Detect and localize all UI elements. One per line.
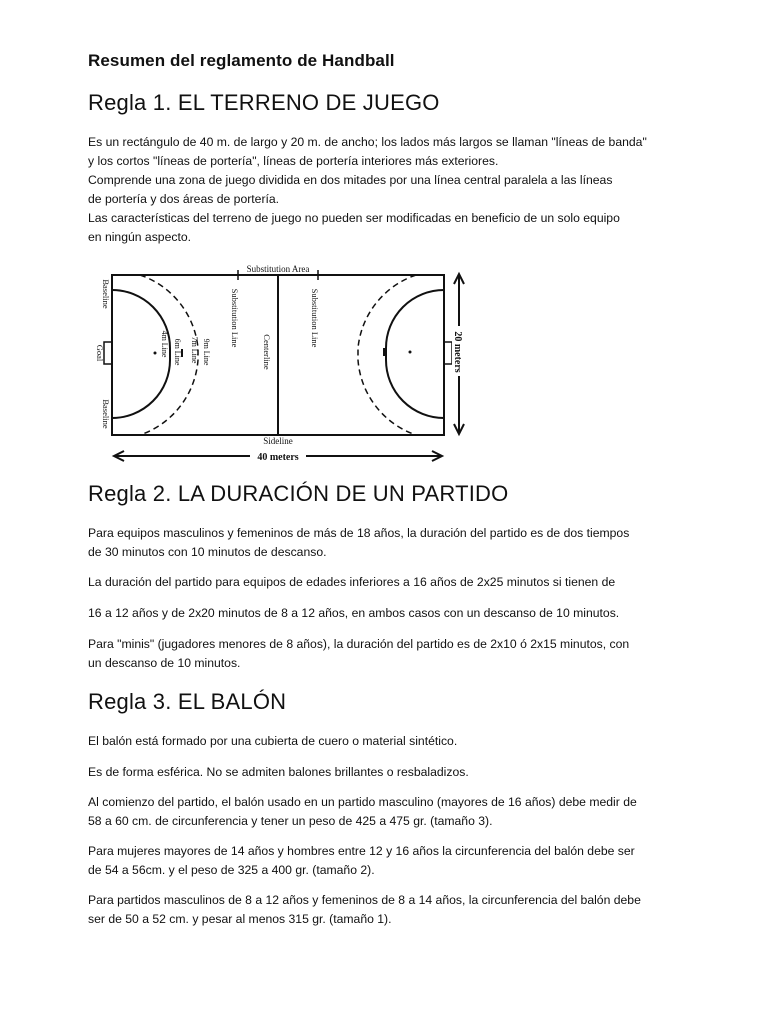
line-4m-label: 4m Line: [160, 330, 169, 358]
rule1-line: Las características del terreno de juego no pueden ser modificadas en beneficio de un solo equipo: [88, 211, 620, 225]
rule3-paragraph-5: [88, 891, 688, 929]
rule1-line: Comprende una zona de juego dividida en dos mitades por una línea central paralela a las líneas: [88, 173, 613, 187]
goal-label: Goal: [95, 344, 105, 362]
right-4m-mark: [409, 351, 412, 354]
rule2-paragraph-1: [88, 524, 688, 562]
sideline-label: Sideline: [263, 436, 293, 446]
document-title: Resumen del reglamento de Handball: [88, 51, 395, 70]
rule1-paragraph: [88, 133, 688, 247]
rule3-paragraph-2: [88, 763, 688, 782]
rule3-line: El balón está formado por una cubierta de cuero o material sintético.: [88, 734, 458, 748]
rule2-line: de 30 minutos con 10 minutos de descanso.: [88, 545, 327, 559]
rule2-line: 16 a 12 años y de 2x20 minutos de 8 a 12 años, en ambos casos con un descanso de 10 minutos.: [88, 606, 620, 620]
rule2-line: Para "minis" (jugadores menores de 8 años), la duración del partido es de 2x10 ó 2x15 minutos, con: [88, 637, 630, 651]
rule1-line: en ningún aspecto.: [88, 230, 191, 244]
rule3-line: ser de 50 a 52 cm. y pesar al menos 315 gr. (tamaño 1).: [88, 912, 392, 926]
rule2-paragraph-4: [88, 635, 688, 673]
rule3-line: Es de forma esférica. No se admiten balones brillantes o resbaladizos.: [88, 765, 469, 779]
rule3-line: Para partidos masculinos de 8 a 12 años y femeninos de 8 a 14 años, la circunferencia del balón debe: [88, 893, 641, 907]
rule3-paragraph-3: [88, 793, 688, 831]
rule2-paragraph-2: [88, 573, 688, 592]
rule3-line: Para mujeres mayores de 14 años y hombres entre 12 y 16 años la circunferencia del balón debe ser: [88, 844, 635, 858]
rule2-line: Para equipos masculinos y femeninos de más de 18 años, la duración del partido es de dos tiempos: [88, 526, 630, 540]
right-goal: [444, 342, 452, 364]
rule3-line: de 54 a 56cm. y el peso de 325 a 400 gr. (tamaño 2).: [88, 863, 375, 877]
width-label: 20 meters: [452, 331, 463, 373]
line-6m-label: 6m Line: [173, 338, 182, 366]
baseline-top-label: Baseline: [101, 279, 111, 309]
line-9m-label: 9m Line: [202, 338, 211, 366]
rule2-line: un descanso de 10 minutos.: [88, 656, 241, 670]
rule3-line: 58 a 60 cm. de circunferencia y tener un peso de 425 a 475 gr. (tamaño 3).: [88, 814, 493, 828]
line-7m-label: 7m Line: [190, 336, 199, 364]
rule3-paragraph-4: [88, 842, 688, 880]
rule2-paragraph-3: [88, 604, 688, 623]
left-4m-mark: [154, 352, 157, 355]
rule1-heading: Regla 1. EL TERRENO DE JUEGO: [88, 90, 440, 115]
substitution-line-right-label: Substitution Line: [310, 288, 320, 348]
substitution-line-left-label: Substitution Line: [230, 288, 240, 348]
length-label: 40 meters: [257, 452, 299, 463]
substitution-area-label: Substitution Area: [246, 264, 310, 274]
baseline-bottom-label: Baseline: [101, 399, 111, 429]
rule3-paragraph-1: [88, 732, 688, 751]
rule2-line: La duración del partido para equipos de edades inferiores a 16 años de 2x25 minutos si tienen de: [88, 575, 616, 589]
rule3-line: Al comienzo del partido, el balón usado en un partido masculino (mayores de 16 años) debe medir de: [88, 795, 637, 809]
rule2-heading: Regla 2. LA DURACIÓN DE UN PARTIDO: [88, 481, 509, 506]
rule3-heading: Regla 3. EL BALÓN: [88, 689, 287, 714]
handball-court-diagram: [92, 260, 472, 470]
right-6m-line: [386, 290, 444, 418]
centerline-label: Centerline: [262, 334, 272, 370]
rule1-line: Es un rectángulo de 40 m. de largo y 20 m. de ancho; los lados más largos se llaman "líneas de banda": [88, 135, 647, 149]
rule1-line: de portería y dos áreas de portería.: [88, 192, 280, 206]
rule1-line: y los cortos "líneas de portería", líneas de portería interiores más exteriores.: [88, 154, 499, 168]
